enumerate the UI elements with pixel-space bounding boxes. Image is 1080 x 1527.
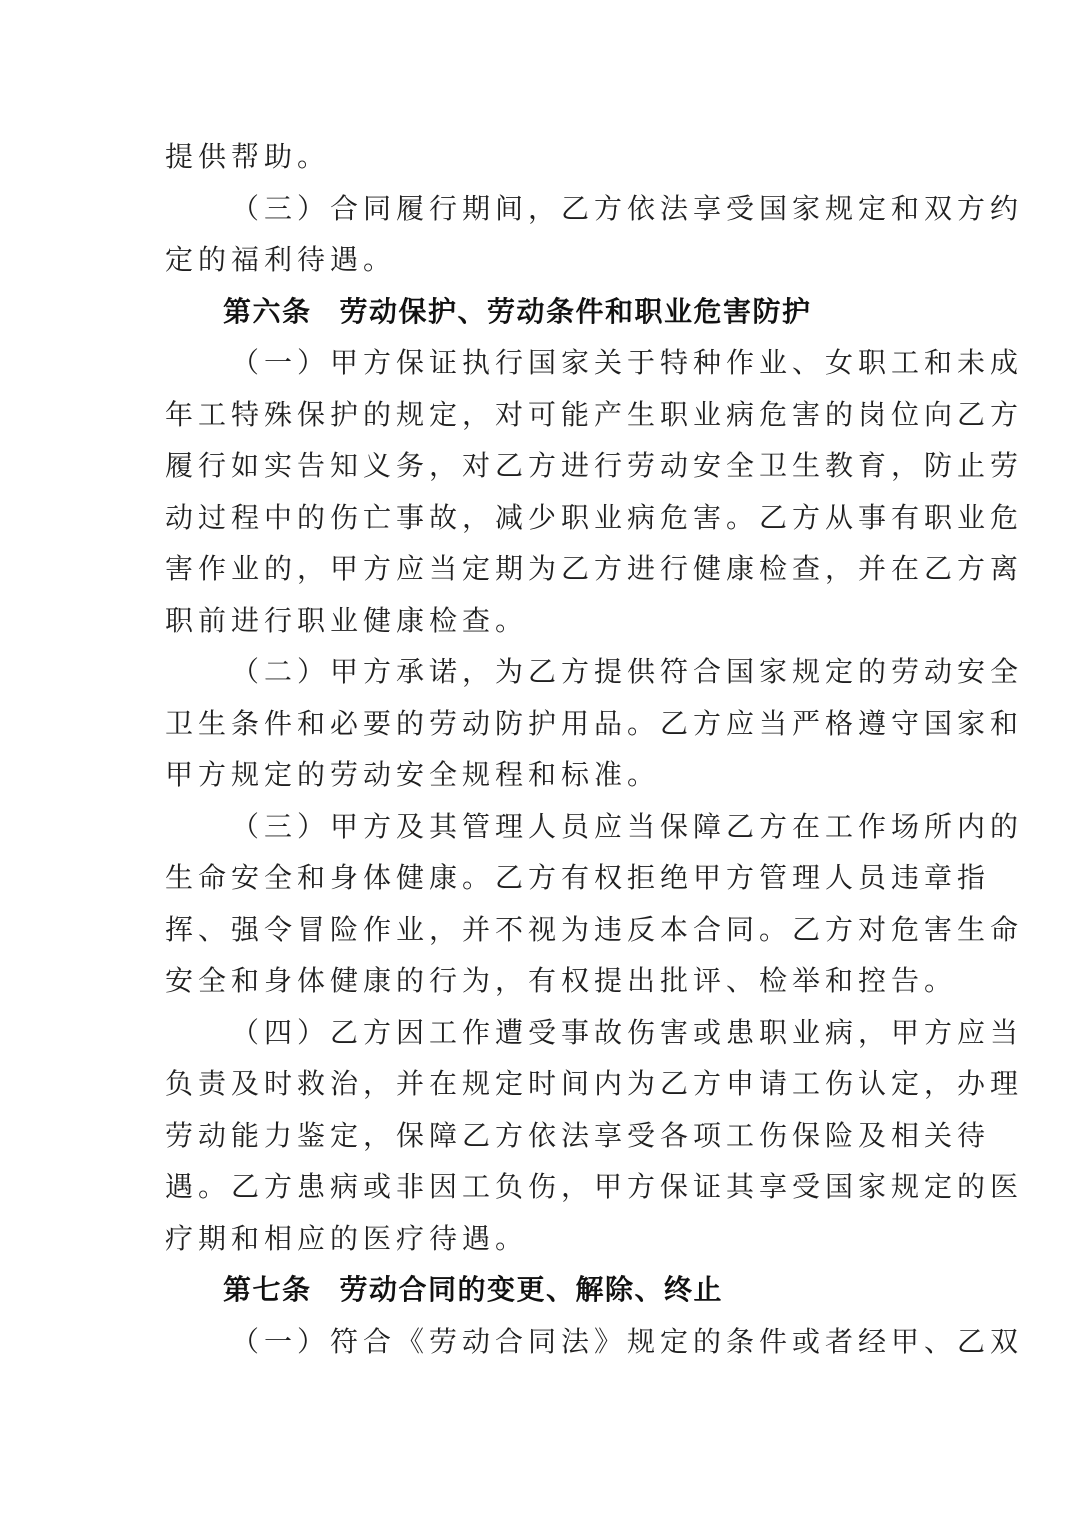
article-6-number: 第六条 <box>223 294 312 328</box>
paragraph-line: 疗期和相应的医疗待遇。 <box>165 1221 529 1255</box>
paragraph-line: （三）甲方及其管理人员应当保障乙方在工作场所内的 <box>231 809 1024 843</box>
paragraph-line: （三）合同履行期间，乙方依法享受国家规定和双方约 <box>231 191 1024 225</box>
paragraph-line: 动过程中的伤亡事故，减少职业病危害。乙方从事有职业危 <box>165 500 1024 534</box>
paragraph-line: 安全和身体健康的行为，有权提出批评、检举和控告。 <box>165 964 958 997</box>
paragraph-line: 年工特殊保护的规定，对可能产生职业病危害的岗位向乙方 <box>165 397 1024 431</box>
paragraph-line: 生命安全和身体健康。乙方有权拒绝甲方管理人员违章指 <box>165 861 991 894</box>
paragraph-line: 卫生条件和必要的劳动防护用品。乙方应当严格遵守国家和 <box>165 706 1024 740</box>
article-6-title: 劳动保护、劳动条件和职业危害防护 <box>339 294 812 328</box>
article-7-title: 劳动合同的变更、解除、终止 <box>339 1273 724 1306</box>
paragraph-line: 职前进行职业健康检查。 <box>165 603 529 637</box>
document-body <box>165 131 1024 1367</box>
paragraph-line: 劳动能力鉴定，保障乙方依法享受各项工伤保险及相关待 <box>165 1118 991 1152</box>
paragraph-line: （一）符合《劳动合同法》规定的条件或者经甲、乙双 <box>231 1324 1024 1358</box>
paragraph-line: 害作业的，甲方应当定期为乙方进行健康检查，并在乙方离 <box>165 552 1024 585</box>
article-7-heading <box>165 1264 917 1316</box>
paragraph-line: 负责及时救治，并在规定时间内为乙方申请工伤认定，办理 <box>165 1067 1024 1100</box>
paragraph-line: （一）甲方保证执行国家关于特种作业、女职工和未成 <box>231 346 1024 379</box>
paragraph-line: 甲方规定的劳动安全规程和标准。 <box>165 758 661 791</box>
paragraph-line: 提供帮助。 <box>165 140 331 173</box>
paragraph-line: 履行如实告知义务，对乙方进行劳动安全卫生教育，防止劳 <box>165 449 1024 482</box>
paragraph-line: 挥、强令冒险作业，并不视为违反本合同。乙方对危害生命 <box>165 912 1024 946</box>
article-6-heading <box>165 286 917 338</box>
paragraph-line: （四）乙方因工作遭受事故伤害或患职业病，甲方应当 <box>231 1015 1024 1049</box>
article-7-number: 第七条 <box>223 1273 312 1306</box>
paragraph-line: 遇。乙方患病或非因工负伤，甲方保证其享受国家规定的医 <box>165 1170 1024 1203</box>
paragraph-line: （二）甲方承诺，为乙方提供符合国家规定的劳动安全 <box>231 655 1024 688</box>
paragraph-line: 定的福利待遇。 <box>165 243 397 276</box>
